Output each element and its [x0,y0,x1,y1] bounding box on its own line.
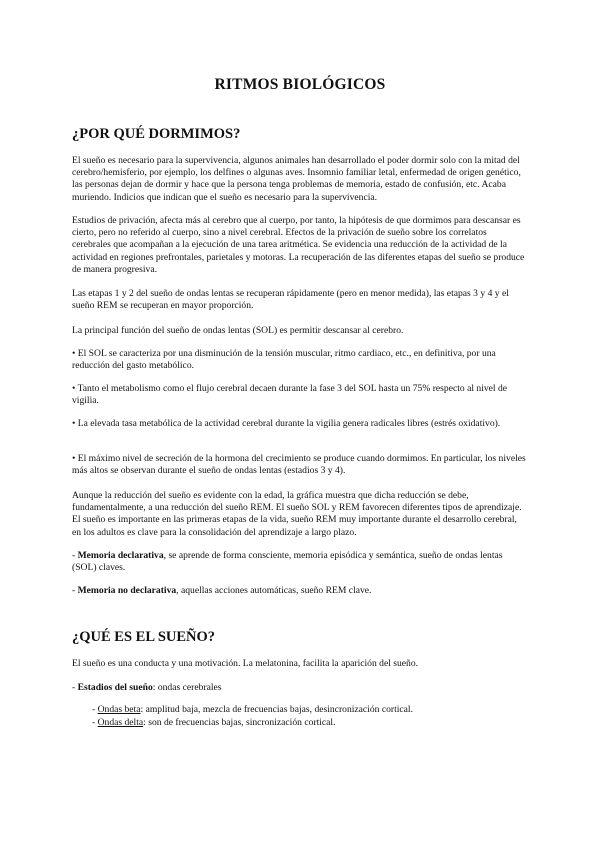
term-estadios-del-sueno: Estadios del sueño [77,682,153,693]
list-dash: - [72,682,78,693]
bullet-radicales: • La elevada tasa metabólica de la actividad cerebral durante la vigilia genera radicales libres (estrés oxidativo). [72,418,501,429]
ondas-beta-desc: : amplitud baja, mezcla de frecuencias bajas, desincronización cortical. [140,704,413,715]
paragraph-conducta: El sueño es una conducta y una motivación. La melatonina, facilita la aparición del sueño. [72,658,419,669]
page-title: RITMOS BIOLÓGICOS [214,76,386,93]
term-memoria-declarativa: Memoria declarativa [77,550,164,561]
ondas-delta-desc: : son de frecuencias bajas, sincronización cortical. [143,717,336,728]
estadios-item [72,682,528,694]
section-heading-que-es-el-sueno: ¿QUÉ ES EL SUEÑO? [72,629,216,645]
bullet-metabolismo: • Tanto el metabolismo como el flujo cerebral decaen durante la fase 3 del SOL hasta un 75% respecto al nivel de vigilia. [72,383,508,407]
ondas-delta-item [92,717,528,729]
bullet-sol: • El SOL se caracteriza por una disminución de la tensión muscular, ritmo cardiaco, etc., en definitiva, por una reducción del gasto metabólico. [72,348,496,372]
section-heading-por-que-dormimos: ¿POR QUÉ DORMIMOS? [72,126,241,142]
term-ondas-delta: Ondas delta [97,717,144,728]
paragraph-edad: Aunque la reducción del sueño es evidente con la edad, la gráfica muestra que dicha reducción se debe, fundamentalmente, a una reducción del sueño REM. El sueño SOL y REM favorecen diferentes tipos de aprendizaje. El sueño es importante en las primeras etapas de la vida, sueño REM muy importante durante el desarrollo cerebral, en los adultos es clave para la consolidación del aprendizaje a largo plazo. [72,490,522,538]
memoria-declarativa-item [72,550,528,574]
memoria-no-declarativa-desc: , aquellas acciones automáticas, sueño REM clave. [176,585,372,596]
term-memoria-no-declarativa: Memoria no declarativa [77,585,177,596]
list-dash: - [72,550,78,561]
paragraph-privacion: Estudios de privación, afecta más al cerebro que al cuerpo, por tanto, la hipótesis de que dormimos para descansar es cierto, pero no referido al cuerpo, sino a nivel cerebral. Efectos de la privación de sueño sobre los correlatos cerebrales que acompañan a la ejecución de una tarea aritmética. Se evidencia una reducción de la actividad de la actividad en regiones prefrontales, parietales y motoras. La recuperación de las diferentes etapas del sueño se produce de manera progresiva. [72,215,525,275]
memoria-no-declarativa-item [72,585,528,597]
paragraph-supervivencia: El sueño es necesario para la supervivencia, algunos animales han desarrollado el poder dormir solo con la mitad del cerebro/hemisferio, por ejemplo, los delfines o algunas aves. Insomnio familiar letal, enfermedad de origen genético, las personas dejan de dormir y hace que la persona tenga problemas de memoria, estado de confusión, etc. Acaba muriendo. Indicios que indican que el sueño es necesario para la supervivencia. [72,155,521,203]
list-dash: - [92,717,98,728]
memoria-declarativa-desc: , se aprende de forma consciente, memoria episódica y semántica, sueño de ondas lentas (SOL) claves. [72,550,503,574]
list-dash: - [92,704,98,715]
paragraph-etapas: Las etapas 1 y 2 del sueño de ondas lentas se recuperan rápidamente (pero en menor medida), las etapas 3 y 4 y el sueño REM se recuperan en mayor proporción. [72,288,509,312]
term-ondas-beta: Ondas beta [97,704,141,715]
paragraph-funcion-sol: La principal función del sueño de ondas lentas (SOL) es permitir descansar al cerebro. [72,325,404,336]
ondas-beta-item [92,704,528,716]
bullet-hormona: • El máximo nivel de secreción de la hormona del crecimiento se produce cuando dormimos. En particular, los niveles más altos se observan durante el sueño de ondas lentas (estadios 3 y 4). [72,453,526,477]
estadios-desc: : ondas cerebrales [152,682,222,693]
list-dash: - [72,585,78,596]
